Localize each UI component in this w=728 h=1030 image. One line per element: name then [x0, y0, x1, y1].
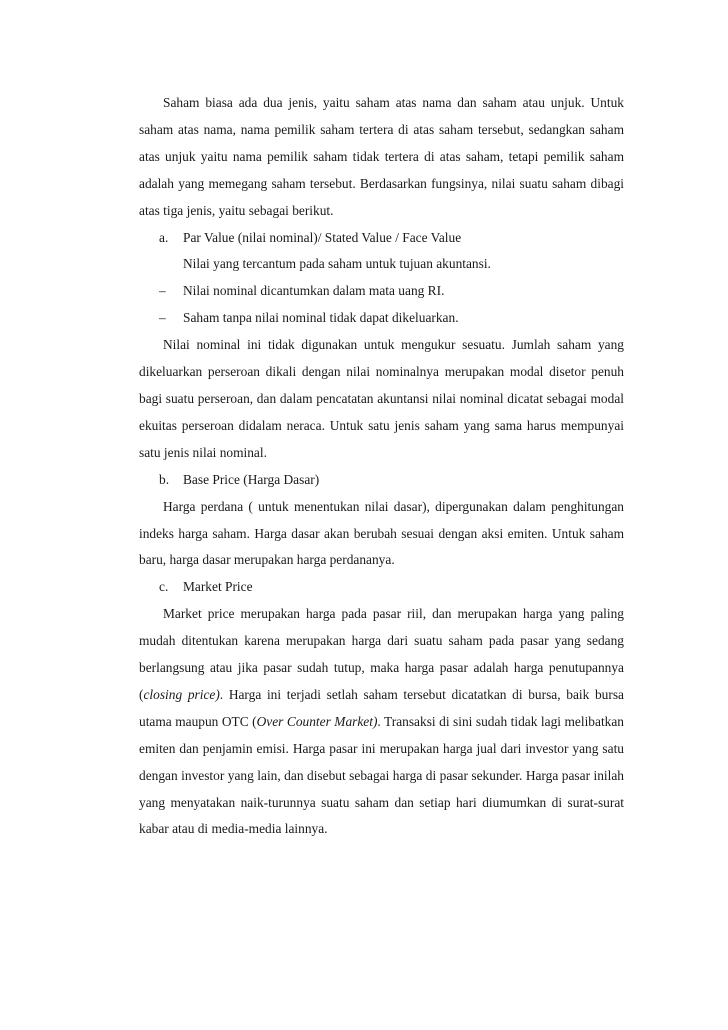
par-value-paragraph: Nilai nominal ini tidak digunakan untuk mengukur sesuatu. Jumlah saham yang dikeluarkan perseroan dikali dengan nilai nominalnya merupakan modal disetor penuh bagi suatu perseroan, dan dalam pencatatan akuntansi nilai nominal dicatat sebagai modal ekuitas perseroan didalam neraca. Untuk satu jenis saham yang sama harus mempunyai satu jenis nilai nominal.: [139, 337, 624, 460]
otc-term: Over Counter Market): [256, 713, 378, 729]
market-price-text-3: . Transaksi di sini sudah tidak lagi melibatkan emiten dan penjamin emisi. Harga pasar ini merupakan harga jual dari investor yang satu dengan investor yang lain, dan disebut sebagai harga di pasar sekunder. Harga pasar inilah yang menyatakan naik-turunnya suatu saham dan setiap hari diumumkan di surat-surat kabar atau di media-media lainnya.: [139, 713, 624, 837]
list-item-base-price: [139, 467, 624, 494]
list-marker-c: c.: [159, 579, 169, 595]
list-item-par-value: [139, 225, 624, 252]
dash-bullet-icon: –: [159, 283, 166, 299]
list-label-base-price: Base Price (Harga Dasar): [183, 471, 320, 487]
bullet-label-no-nominal: Saham tanpa nilai nominal tidak dapat dikeluarkan.: [183, 310, 459, 326]
document-page: [139, 90, 624, 843]
intro-paragraph: Saham biasa ada dua jenis, yaitu saham atas nama dan saham atau unjuk. Untuk saham atas nama, nama pemilik saham tertera di atas saham tersebut, sedangkan saham atas unjuk yaitu nama pemilik saham tidak tertera di atas saham, tetapi pemilik saham adalah yang memegang saham tersebut. Berdasarkan fungsinya, nilai suatu saham dibagi atas tiga jenis, yaitu sebagai berikut.: [139, 95, 624, 218]
list-marker-a: a.: [159, 229, 169, 245]
list-label-market-price: Market Price: [183, 579, 253, 595]
list-item-market-price: [139, 574, 624, 601]
dash-bullet-icon: –: [159, 310, 166, 326]
base-price-paragraph: Harga perdana ( untuk menentukan nilai dasar), dipergunakan dalam penghitungan indeks harga saham. Harga dasar akan berubah sesuai dengan aksi emiten. Untuk saham baru, harga dasar merupakan harga perdananya.: [139, 498, 624, 568]
market-price-text-1: Market price merupakan harga pada pasar riil, dan merupakan harga yang paling mudah ditentukan karena merupakan harga dari suatu saham pada pasar yang sedang berlangsung atau jika pasar sudah tutup, maka harga pasar adalah harga penutupannya (: [139, 606, 624, 702]
market-price-text-2: . Harga ini terjadi setlah saham tersebut dicatatkan di bursa, baik bursa utama maupun OTC (: [139, 686, 624, 729]
list-label-par-value: Par Value (nilai nominal)/ Stated Value / Face Value: [183, 229, 462, 245]
bullet-item-no-nominal: [139, 305, 624, 332]
par-value-note: Nilai yang tercantum pada saham untuk tujuan akuntansi.: [183, 256, 491, 272]
bullet-item-nominal-currency: [139, 278, 624, 305]
bullet-label-nominal-currency: Nilai nominal dicantumkan dalam mata uang RI.: [183, 283, 445, 299]
closing-price-term: closing price): [143, 686, 220, 702]
market-price-paragraph: [139, 601, 624, 843]
list-marker-b: b.: [159, 471, 170, 487]
